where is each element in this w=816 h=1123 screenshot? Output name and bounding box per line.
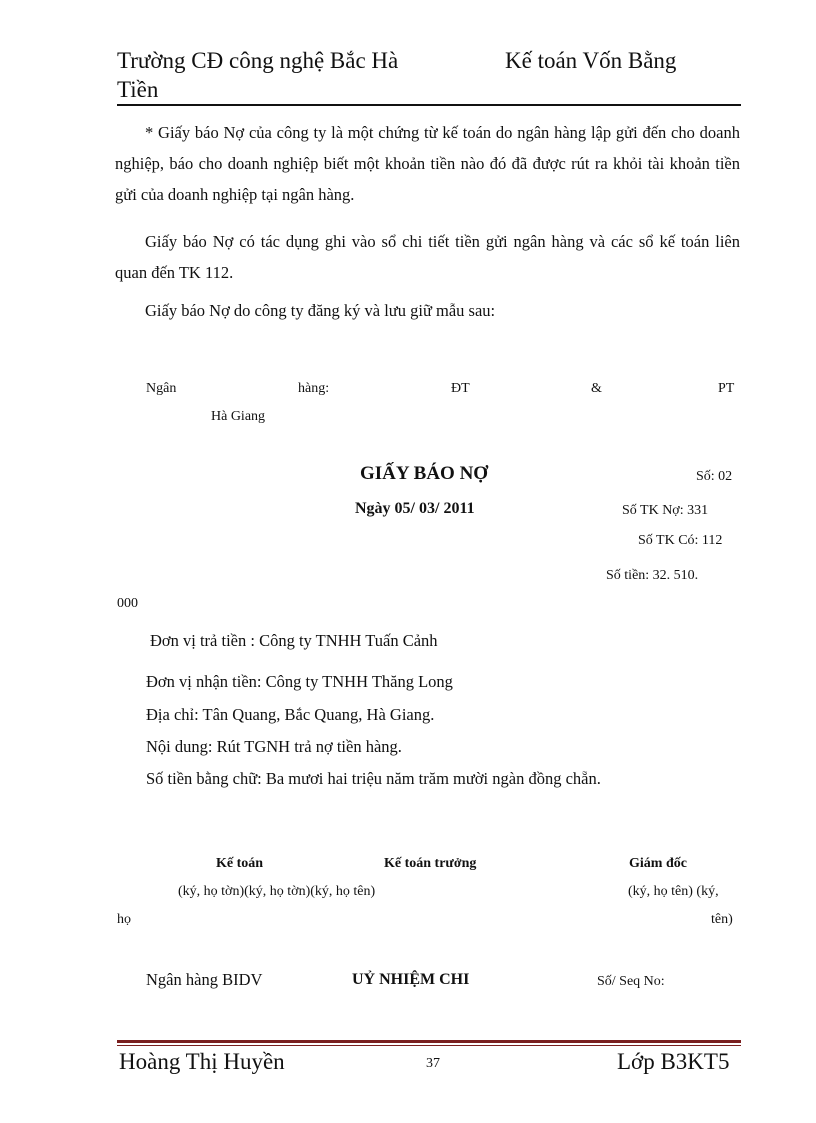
header-school-cont: Tiền: [117, 77, 159, 102]
header-subject: Kế toán Vốn Bằng: [505, 48, 677, 73]
bank-word-4: &: [591, 381, 602, 396]
bank-word-2: hàng:: [298, 381, 330, 396]
bank-line-cont: Hà Giang: [211, 409, 266, 424]
footer-rule-thick: [117, 1040, 741, 1043]
footer-class: Lớp B3KT5: [617, 1049, 730, 1074]
intro-paragraph-2: Giấy báo Nợ có tác dụng ghi vào sổ chi tiết tiền gửi ngân hàng và các sổ kế toán liên quan đến TK 112.: [115, 232, 740, 282]
sig-director: Giám đốc: [629, 856, 687, 871]
next-seq: Số/ Seq No:: [597, 974, 665, 989]
notice-number: Số: 02: [696, 469, 733, 484]
footer-author: Hoàng Thị Huyền: [119, 1049, 285, 1074]
sig-note-right: (ký, họ tên) (ký,: [628, 884, 719, 899]
bank-word-1: Ngân: [146, 381, 177, 396]
next-title: UỶ NHIỆM CHI: [352, 971, 470, 988]
footer-rule-thin: [117, 1045, 741, 1046]
footer-page-number: 37: [426, 1056, 440, 1071]
sig-accountant: Kế toán: [216, 856, 264, 871]
notice-date: Ngày 05/ 03/ 2011: [355, 500, 475, 517]
header-school: Trường CĐ công nghệ Bắc Hà: [117, 48, 399, 73]
content: Nội dung: Rút TGNH trả nợ tiền hàng.: [146, 737, 402, 756]
bank-word-5: PT: [718, 381, 735, 396]
payee: Đơn vị nhận tiền: Công ty TNHH Thăng Long: [146, 672, 453, 691]
amount-cont: 000: [117, 596, 138, 611]
sig-chief-accountant: Kế toán trưởng: [384, 856, 477, 871]
notice-title: GIẤY BÁO NỢ: [360, 463, 489, 484]
address: Địa chỉ: Tân Quang, Bắc Quang, Hà Giang.: [146, 705, 435, 724]
intro-paragraph-3: Giấy báo Nợ do công ty đăng ký và lưu giữ mẫu sau:: [145, 301, 496, 320]
sig-cont-right: tên): [711, 912, 733, 927]
amount: Số tiền: 32. 510.: [606, 568, 699, 583]
sig-note-left: (ký, họ tờn)(ký, họ tờn)(ký, họ tên): [178, 884, 376, 899]
amount-words: Số tiền bằng chữ: Ba mươi hai triệu năm trăm mười ngàn đồng chẵn.: [146, 769, 601, 788]
credit-account: Số TK Có: 112: [638, 533, 723, 548]
payer: Đơn vị trả tiền : Công ty TNHH Tuấn Cảnh: [150, 631, 438, 650]
header-rule: [117, 104, 741, 106]
debit-account: Số TK Nợ: 331: [622, 503, 709, 518]
bank-word-3: ĐT: [451, 381, 470, 396]
intro-paragraph-1: * Giấy báo Nợ của công ty là một chứng từ kế toán do ngân hàng lập gửi đến cho doanh nghiệp, báo cho doanh nghiệp biết một khoản tiền nào đó đã được rút ra khỏi tài khoản tiền gửi của doanh nghiệp tại ngân hàng.: [115, 123, 740, 204]
next-bank: Ngân hàng BIDV: [146, 970, 263, 989]
sig-cont-left: họ: [117, 912, 131, 927]
